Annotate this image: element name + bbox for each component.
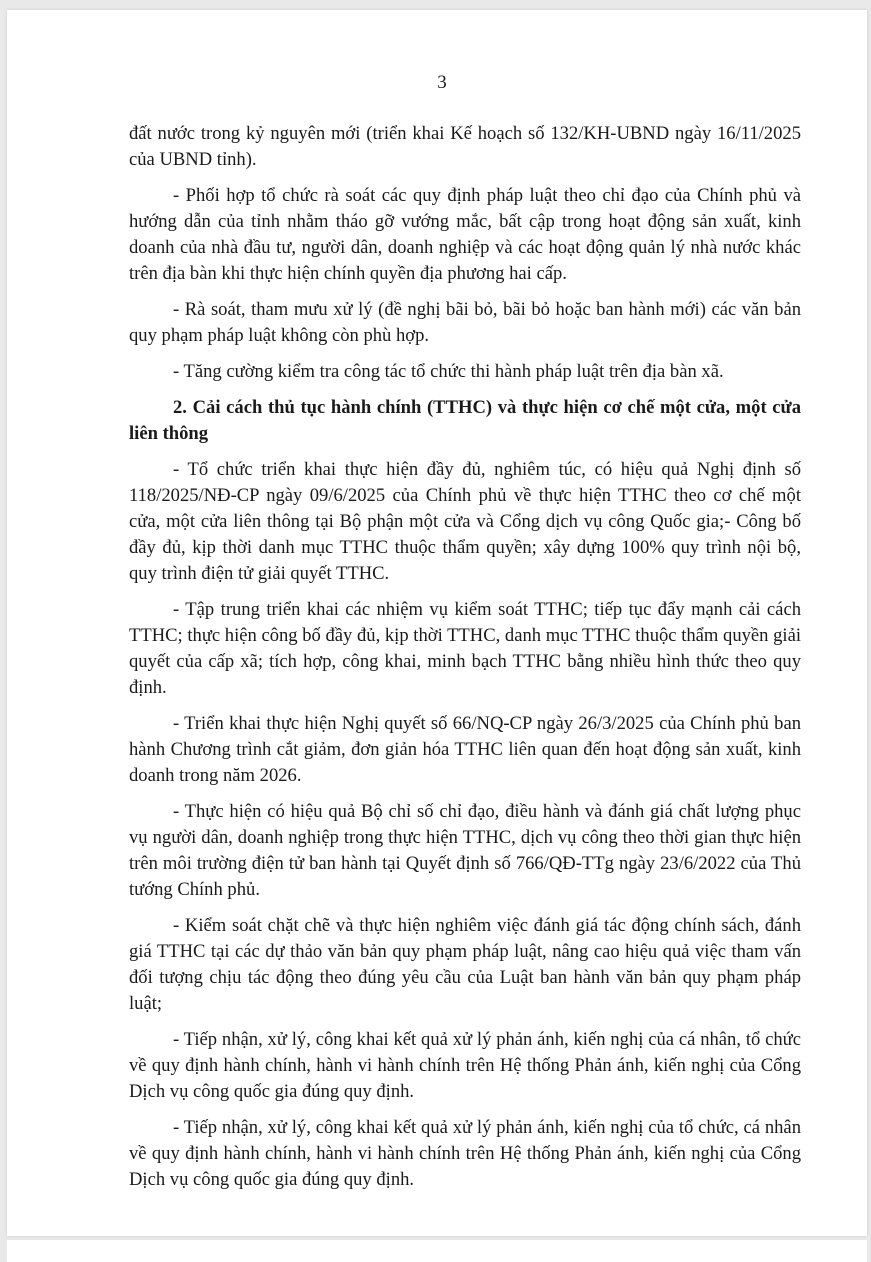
paragraph-feedback-individuals: - Tiếp nhận, xử lý, công khai kết quả xử lý phản ánh, kiến nghị của cá nhân, tổ chức về quy định hành chính, hành vi hành chính trên Hệ thống Phản ánh, kiến nghị của Cổng Dịch vụ công quốc gia đúng quy định. [129, 1029, 801, 1102]
paragraph-continuation: đất nước trong kỷ nguyên mới (triển khai Kế hoạch số 132/KH-UBND ngày 16/11/2025 của UBND tỉnh). [129, 123, 801, 170]
paragraph-feedback-organizations: - Tiếp nhận, xử lý, công khai kết quả xử lý phản ánh, kiến nghị của tổ chức, cá nhân về quy định hành chính, hành vi hành chính trên Hệ thống Phản ánh, kiến nghị của Cổng Dịch vụ công quốc gia đúng quy định. [129, 1117, 801, 1190]
paragraph-legal-review: - Phối hợp tổ chức rà soát các quy định pháp luật theo chỉ đạo của Chính phủ và hướng dẫn của tỉnh nhằm tháo gỡ vướng mắc, bất cập trong hoạt động sản xuất, kinh doanh của nhà đầu tư, người dân, doanh nghiệp và các hoạt động quản lý nhà nước khác trên địa bàn khi thực hiện chính quyền địa phương hai cấp. [129, 185, 801, 284]
document-page [7, 10, 867, 1236]
paragraph-decree-118: - Tổ chức triển khai thực hiện đầy đủ, nghiêm túc, có hiệu quả Nghị định số 118/2025/NĐ-CP ngày 09/6/2025 của Chính phủ về thực hiện TTHC theo cơ chế một cửa, một cửa liên thông tại Bộ phận một cửa và Cổng dịch vụ công Quốc gia;- Công bố đầy đủ, kịp thời danh mục TTHC thuộc thẩm quyền; xây dựng 100% quy trình nội bộ, quy trình điện tử giải quyết TTHC. [129, 459, 801, 584]
section-heading: 2. Cải cách thủ tục hành chính (TTHC) và thực hiện cơ chế một cửa, một cửa liên thông [129, 397, 801, 444]
next-page-edge [7, 1240, 867, 1262]
paragraph-impact-assessment: - Kiểm soát chặt chẽ và thực hiện nghiêm việc đánh giá tác động chính sách, đánh giá TTHC tại các dự thảo văn bản quy phạm pháp luật, nâng cao hiệu quả việc tham vấn đối tượng chịu tác động theo đúng yêu cầu của Luật ban hành văn bản quy phạm pháp luật; [129, 915, 801, 1014]
paragraph-legal-advice: - Rà soát, tham mưu xử lý (đề nghị bãi bỏ, bãi bỏ hoặc ban hành mới) các văn bản quy phạm pháp luật không còn phù hợp. [129, 299, 801, 346]
paragraph-law-inspection: - Tăng cường kiểm tra công tác tổ chức thi hành pháp luật trên địa bàn xã. [173, 361, 724, 382]
document-body [129, 121, 801, 1203]
paragraph-index-set: - Thực hiện có hiệu quả Bộ chỉ số chỉ đạo, điều hành và đánh giá chất lượng phục vụ người dân, doanh nghiệp trong thực hiện TTHC, dịch vụ công theo thời gian thực hiện trên môi trường điện tử ban hành tại Quyết định số 766/QĐ-TTg ngày 23/6/2022 của Thủ tướng Chính phủ. [129, 801, 801, 900]
page-number: 3 [437, 72, 447, 93]
paragraph-admin-control: - Tập trung triển khai các nhiệm vụ kiểm soát TTHC; tiếp tục đẩy mạnh cải cách TTHC; thực hiện công bố đầy đủ, kịp thời TTHC, danh mục TTHC thuộc thẩm quyền giải quyết của cấp xã; tích hợp, công khai, minh bạch TTHC bằng nhiều hình thức theo quy định. [129, 599, 801, 698]
paragraph-resolution-66: - Triển khai thực hiện Nghị quyết số 66/NQ-CP ngày 26/3/2025 của Chính phủ ban hành Chương trình cắt giảm, đơn giản hóa TTHC liên quan đến hoạt động sản xuất, kinh doanh trong năm 2026. [129, 713, 801, 786]
